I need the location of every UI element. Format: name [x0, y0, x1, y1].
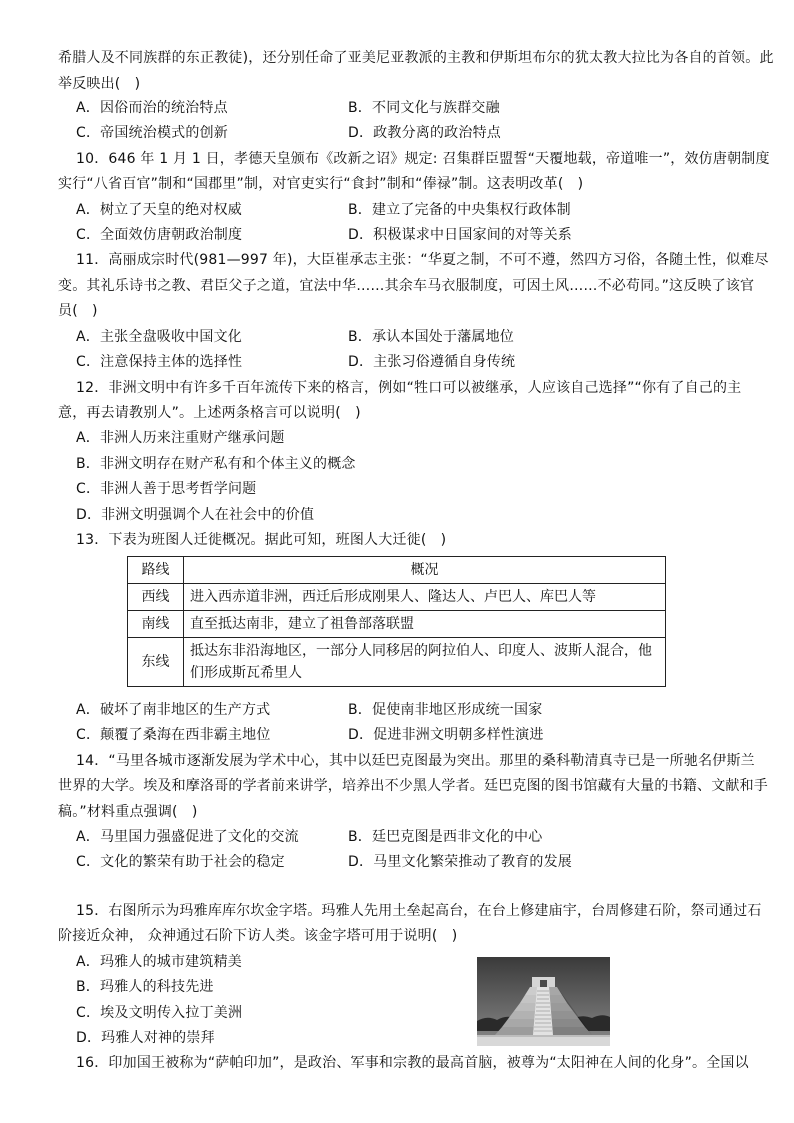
migration-table — [127, 556, 666, 687]
q10-stem-line2: 实行“八省百官”制和“国郡里”制，对官吏实行“食封”制和“俸禄”制。这表明改革( ) — [58, 176, 584, 192]
q10-option-b: B．建立了完备的中央集权行政体制 — [348, 202, 571, 218]
q14-option-c: C．文化的繁荣有助于社会的稳定 — [76, 854, 285, 870]
q14-stem-line2: 世界的大学。埃及和摩洛哥的学者前来讲学，培养出不少黑人学者。廷巴克图的图书馆藏有大量的书籍、文献和手 — [58, 778, 768, 794]
table-cell-desc: 直至抵达南非，建立了祖鲁部落联盟 — [184, 611, 666, 638]
q11-stem-line2: 变。其礼乐诗书之教、君臣父子之道，宜法中华……其余车马衣服制度，可因土风……不必苟同。”这反映了该官 — [58, 278, 755, 294]
kukulcan-pyramid-photo — [477, 957, 610, 1046]
table-cell-route: 西线 — [128, 584, 184, 611]
q10-option-a: A．树立了天皇的绝对权威 — [76, 202, 242, 218]
q11-stem-line1: 11．高丽成宗时代(981—997 年)，大臣崔承志主张：“华夏之制，不可不遵，然四方习俗，各随土性，似难尽 — [76, 252, 769, 268]
q13-option-a: A．破坏了南非地区的生产方式 — [76, 702, 271, 718]
table-cell-route: 南线 — [128, 611, 184, 638]
table-header-overview: 概况 — [184, 557, 666, 584]
q10-stem-line1: 10．646 年 1 月 1 日，孝德天皇颁布《改新之诏》规定: 召集群臣盟誓“天覆地载，帝道唯一”，效仿唐朝制度 — [76, 151, 770, 167]
q11-stem-line3: 员( ) — [58, 303, 98, 319]
q13-option-b: B．促使南非地区形成统一国家 — [348, 702, 543, 718]
table-cell-desc: 抵达东非沿海地区，一部分人同移居的阿拉伯人、印度人、波斯人混合，他们形成斯瓦希里人 — [184, 638, 666, 687]
q11-option-a: A．主张全盘吸收中国文化 — [76, 329, 242, 345]
q15-option-d: D．玛雅人对神的崇拜 — [76, 1030, 215, 1046]
q14-stem-line1: 14．“马里各城市逐渐发展为学术中心，其中以廷巴克图最为突出。那里的桑科勒清真寺已是一所驰名伊斯兰 — [76, 753, 755, 769]
q13-option-d: D．促进非洲文明朝多样性演进 — [348, 727, 544, 743]
table-header-route: 路线 — [128, 557, 184, 584]
q15-stem-line1: 15．右图所示为玛雅库库尔坎金字塔。玛雅人先用土垒起高台，在台上修建庙宇，台周修建石阶，祭司通过石 — [76, 903, 762, 919]
q10-option-d: D．积极谋求中日国家间的对等关系 — [348, 227, 572, 243]
table-cell-route: 东线 — [128, 638, 184, 687]
table-row — [128, 611, 666, 638]
table-row — [128, 638, 666, 687]
q12-option-d: D．非洲文明强调个人在社会中的价值 — [76, 507, 315, 523]
q14-option-d: D．马里文化繁荣推动了教育的发展 — [348, 854, 572, 870]
q14-stem-line3: 稿。”材料重点强调( ) — [58, 804, 198, 820]
table-header-row — [128, 557, 666, 584]
q15-option-c: C．埃及文明传入拉丁美洲 — [76, 1005, 243, 1021]
q10-option-c: C．全面效仿唐朝政治制度 — [76, 227, 243, 243]
q13-stem-line1: 13．下表为班图人迁徙概况。据此可知，班图人大迁徙( ) — [76, 532, 447, 548]
q15-stem-line2: 阶接近众神， 众神通过石阶下访人类。该金字塔可用于说明( ) — [58, 928, 458, 944]
q16-stem-line1: 16．印加国王被称为“萨帕印加”，是政治、军事和宗教的最高首脑，被尊为“太阳神在人间的化身”。全国以 — [76, 1055, 749, 1071]
q14-option-b: B．廷巴克图是西非文化的中心 — [348, 829, 543, 845]
q9-option-b: B．不同文化与族群交融 — [348, 100, 500, 116]
q11-option-b: B．承认本国处于藩属地位 — [348, 329, 515, 345]
q12-option-c: C．非洲人善于思考哲学问题 — [76, 481, 257, 497]
q15-option-a: A．玛雅人的城市建筑精美 — [76, 954, 242, 970]
q12-option-a: A．非洲人历来注重财产继承问题 — [76, 430, 285, 446]
q15-option-b: B．玛雅人的科技先进 — [76, 979, 214, 995]
q11-option-d: D．主张习俗遵循自身传统 — [348, 354, 516, 370]
q12-stem-line1: 12．非洲文明中有许多千百年流传下来的格言，例如“牲口可以被继承，人应该自己选择”“你有了自己的主 — [76, 380, 742, 396]
q12-stem-line2: 意，再去请教别人”。上述两条格言可以说明( ) — [58, 405, 361, 421]
q11-option-c: C．注意保持主体的选择性 — [76, 354, 243, 370]
table-cell-desc: 进入西赤道非洲，西迁后形成刚果人、隆达人、卢巴人、库巴人等 — [184, 584, 666, 611]
q9-option-c: C．帝国统治模式的创新 — [76, 125, 228, 141]
q12-option-b: B．非洲文明存在财产私有和个体主义的概念 — [76, 456, 356, 472]
q14-option-a: A．马里国力强盛促进了文化的交流 — [76, 829, 299, 845]
table-row — [128, 584, 666, 611]
q13-option-c: C．颠覆了桑海在西非霸主地位 — [76, 727, 271, 743]
q9-option-a: A．因俗而治的统治特点 — [76, 100, 228, 116]
q9-option-d: D．政教分离的政治特点 — [348, 125, 501, 141]
q9-stem-line2: 举反映出( ) — [58, 76, 141, 92]
q9-stem-line1: 希腊人及不同族群的东正教徒)，还分别任命了亚美尼亚教派的主教和伊斯坦布尔的犹太教大拉比为各自的首领。此 — [58, 50, 774, 66]
